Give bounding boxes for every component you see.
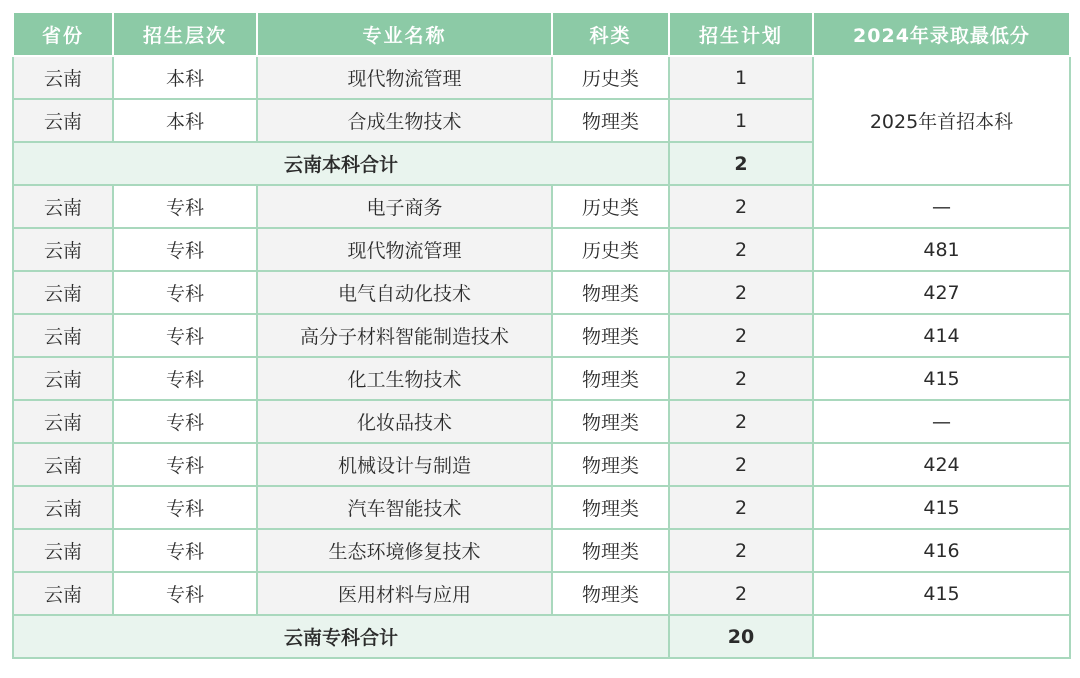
cell-category: 物理类 [552,443,669,486]
cell-plan: 1 [669,99,813,142]
cell-major: 医用材料与应用 [257,572,552,615]
junior-total-value: 20 [669,615,813,658]
cell-level: 专科 [113,228,257,271]
cell-level: 专科 [113,271,257,314]
table-row [13,357,1070,400]
cell-category: 物理类 [552,400,669,443]
cell-province: 云南 [13,400,113,443]
cell-level: 专科 [113,529,257,572]
cell-major: 电子商务 [257,185,552,228]
cell-category: 物理类 [552,271,669,314]
cell-min-score: 416 [813,529,1070,572]
table-row [13,486,1070,529]
junior-total-empty-cell [813,615,1070,658]
cell-category: 物理类 [552,99,669,142]
cell-major: 生态环境修复技术 [257,529,552,572]
cell-major: 合成生物技术 [257,99,552,142]
cell-category: 物理类 [552,314,669,357]
header-category: 科类 [552,12,669,56]
cell-province: 云南 [13,357,113,400]
cell-level: 专科 [113,185,257,228]
cell-plan: 1 [669,56,813,99]
table-row [13,400,1070,443]
cell-plan: 2 [669,185,813,228]
table-row [13,314,1070,357]
cell-level: 专科 [113,443,257,486]
bachelor-total-label: 云南本科合计 [13,142,669,185]
table-row [13,529,1070,572]
cell-major: 化工生物技术 [257,357,552,400]
cell-bachelor-note: 2025年首招本科 [813,56,1070,185]
cell-category: 历史类 [552,56,669,99]
header-min-score: 2024年录取最低分 [813,12,1070,56]
header-plan: 招生计划 [669,12,813,56]
cell-plan: 2 [669,228,813,271]
cell-province: 云南 [13,529,113,572]
cell-province: 云南 [13,271,113,314]
junior-total-label: 云南专科合计 [13,615,669,658]
cell-province: 云南 [13,486,113,529]
table-header-row [13,12,1070,56]
cell-min-score: 415 [813,357,1070,400]
junior-total-row [13,615,1070,658]
cell-plan: 2 [669,529,813,572]
header-major: 专业名称 [257,12,552,56]
cell-plan: 2 [669,357,813,400]
cell-province: 云南 [13,185,113,228]
cell-min-score: 415 [813,572,1070,615]
table-row [13,228,1070,271]
cell-level: 专科 [113,314,257,357]
cell-plan: 2 [669,271,813,314]
cell-category: 历史类 [552,185,669,228]
cell-category: 物理类 [552,529,669,572]
cell-province: 云南 [13,314,113,357]
cell-major: 现代物流管理 [257,56,552,99]
cell-min-score: — [813,400,1070,443]
cell-level: 专科 [113,572,257,615]
cell-min-score: 427 [813,271,1070,314]
cell-min-score: 414 [813,314,1070,357]
table-row [13,271,1070,314]
admission-plan-table [12,11,1071,659]
cell-plan: 2 [669,443,813,486]
cell-province: 云南 [13,228,113,271]
cell-major: 化妆品技术 [257,400,552,443]
bachelor-total-value: 2 [669,142,813,185]
cell-level: 本科 [113,99,257,142]
cell-category: 物理类 [552,486,669,529]
table-row [13,443,1070,486]
cell-plan: 2 [669,486,813,529]
cell-province: 云南 [13,56,113,99]
cell-major: 机械设计与制造 [257,443,552,486]
cell-major: 现代物流管理 [257,228,552,271]
cell-min-score: — [813,185,1070,228]
cell-plan: 2 [669,314,813,357]
cell-level: 本科 [113,56,257,99]
cell-min-score: 481 [813,228,1070,271]
cell-level: 专科 [113,400,257,443]
cell-category: 物理类 [552,357,669,400]
header-province: 省份 [13,12,113,56]
cell-level: 专科 [113,357,257,400]
cell-province: 云南 [13,99,113,142]
cell-category: 历史类 [552,228,669,271]
cell-province: 云南 [13,572,113,615]
cell-province: 云南 [13,443,113,486]
header-level: 招生层次 [113,12,257,56]
admission-plan-table-wrapper [12,11,1071,659]
cell-category: 物理类 [552,572,669,615]
cell-major: 高分子材料智能制造技术 [257,314,552,357]
table-row [13,56,1070,99]
cell-min-score: 424 [813,443,1070,486]
cell-level: 专科 [113,486,257,529]
cell-plan: 2 [669,400,813,443]
table-row [13,572,1070,615]
table-row [13,185,1070,228]
cell-major: 电气自动化技术 [257,271,552,314]
cell-min-score: 415 [813,486,1070,529]
cell-plan: 2 [669,572,813,615]
cell-major: 汽车智能技术 [257,486,552,529]
